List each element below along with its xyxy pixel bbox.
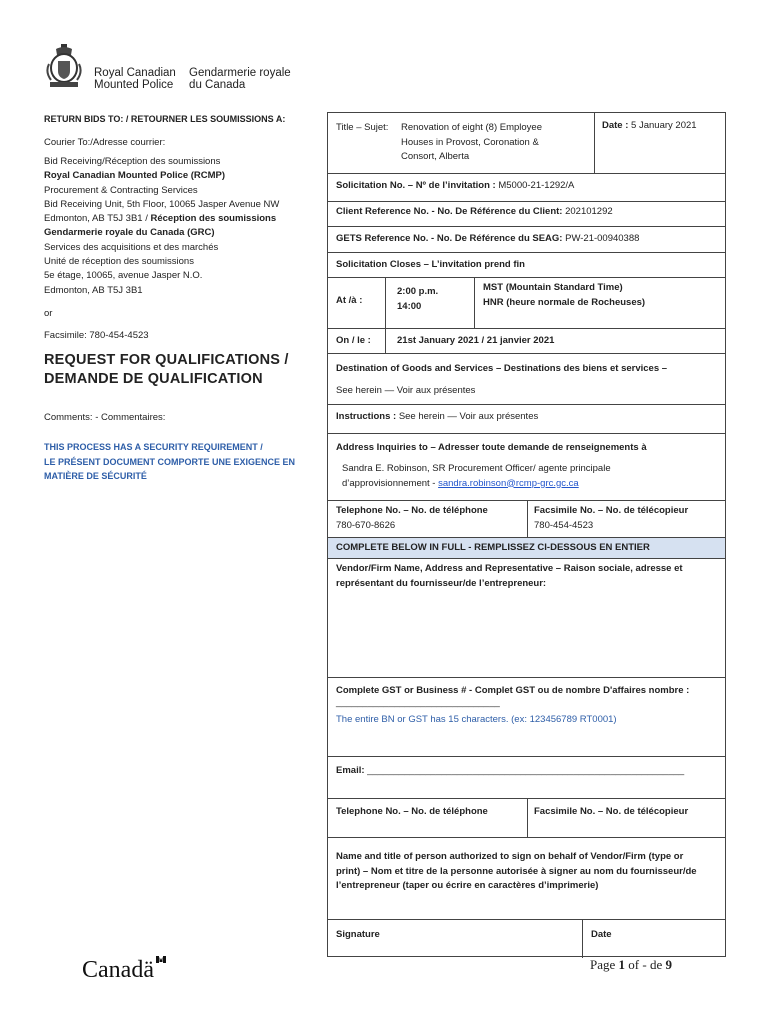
solicitation-form	[327, 112, 726, 957]
canada-wordmark-icon	[82, 955, 168, 983]
gst-label: Complete GST or Business # - Complet GST ou de nombre D'affaires nombre :	[336, 685, 690, 696]
organization-name: Royal Canadian Mounted Police Gendarmerie royale du Canada	[94, 67, 291, 91]
or-label: or	[44, 308, 53, 319]
date-label: Date	[591, 929, 612, 940]
closing-date: 21st January 2021 / 21 janvier 2021	[397, 335, 555, 346]
inquiries-contact: Sandra E. Robinson, SR Procurement Officer/ agente principale d’approvisionnement - sandra.robinson@rcmp-grc.gc.ca	[342, 463, 611, 489]
canada-wordmark-text: Canadä	[82, 957, 154, 983]
email-input-line[interactable]: ____________________________________________________________	[367, 765, 685, 776]
closing-time: 2:00 p.m. 14:00	[397, 286, 439, 312]
vendor-facsimile-label: Facsimile No. – No. de télécopieur	[534, 806, 689, 817]
title-value: Renovation of eight (8) Employee Houses in Provost, Coronation & Consort, Alberta	[401, 122, 542, 162]
address-line: Procurement & Contracting Services	[44, 184, 198, 196]
complete-banner: COMPLETE BELOW IN FULL - REMPLISSEZ CI-DESSOUS EN ENTIER	[336, 542, 650, 553]
telephone-field: Telephone No. – No. de téléphone 780-670-8626	[336, 505, 488, 531]
address-line: Gendarmerie royale du Canada (GRC)	[44, 227, 215, 239]
contact-email-link[interactable]: sandra.robinson@rcmp-grc.gc.ca	[438, 477, 579, 489]
address-line: Unité de réception des soumissions	[44, 256, 194, 268]
address-line: Edmonton, AB T5J 3B1	[44, 284, 143, 296]
gst-input-line[interactable]: _______________________________	[336, 697, 500, 708]
address-line: Services des acquisitions et des marchés	[44, 241, 219, 253]
address-line: Royal Canadian Mounted Police (RCMP)	[44, 170, 226, 182]
flag-symbol-icon	[156, 956, 166, 963]
date-field: Date : 5 January 2021	[602, 120, 697, 131]
on-label: On / le :	[336, 335, 371, 346]
solicitation-closes-label: Solicitation Closes – L’invitation prend fin	[336, 259, 525, 270]
vendor-label: Vendor/Firm Name, Address and Representative – Raison sociale, adresse et représentant du fournisseur/de l’entrepreneur:	[336, 563, 683, 589]
vendor-input-area[interactable]	[336, 595, 716, 671]
address-line: Bid Receiving Unit, 5th Floor, 10065 Jasper Avenue NW	[44, 198, 280, 210]
address-line: Edmonton, AB T5J 3B1 / Réception des soumissions	[44, 213, 277, 225]
inquiries-label: Address Inquiries to – Adresser toute demande de renseignements à	[336, 442, 647, 453]
facsimile-field: Facsimile No. – No. de télécopieur 780-454-4523	[534, 505, 689, 531]
return-bids-heading: RETURN BIDS TO: / RETOURNER LES SOUMISSIONS A:	[44, 114, 286, 124]
comments-label: Comments: - Commentaires:	[44, 412, 166, 423]
page-number: Page 1 of - de 9	[590, 957, 672, 972]
instructions: Instructions : See herein — Voir aux présentes	[336, 411, 539, 422]
vendor-telephone-label: Telephone No. – No. de téléphone	[336, 806, 488, 817]
security-requirement-notice: THIS PROCESS HAS A SECURITY REQUIREMENT / LE PRÉSENT DOCUMENT COMPORTE UNE EXIGENCE EN MATIÈRE DE SÉCURITÉ	[44, 442, 296, 481]
at-label: At /à :	[336, 295, 363, 306]
gst-hint: The entire BN or GST has 15 characters. (ex: 123456789 RT0001)	[336, 714, 617, 725]
client-reference: Client Reference No. - No. De Référence du Client: 202101292	[336, 206, 613, 217]
rcmp-crest-icon	[44, 44, 84, 90]
document-title: REQUEST FOR QUALIFICATIONS / DEMANDE DE QUALIFICATION	[44, 352, 289, 387]
destination-label: Destination of Goods and Services – Destinations des biens et services –	[336, 363, 668, 374]
time-zone: MST (Mountain Standard Time) HNR (heure normale de Rocheuses)	[483, 282, 646, 308]
gets-reference: GETS Reference No. - No. De Référence du SEAG: PW-21-00940388	[336, 233, 640, 244]
signature-label: Signature	[336, 929, 380, 940]
address-line: 5e étage, 10065, avenue Jasper N.O.	[44, 270, 203, 282]
courier-label: Courier To:/Adresse courrier:	[44, 137, 166, 148]
destination-value: See herein — Voir aux présentes	[336, 385, 476, 396]
title-label: Title – Sujet:	[336, 122, 389, 133]
solicitation-number: Solicitation No. – Nº de l’invitation : M5000-21-1292/A	[336, 180, 575, 191]
authorized-person-label: Name and title of person authorized to sign on behalf of Vendor/Firm (type or print) – Nom et titre de la personne autorisée à signer au nom du fournisseur/de l’entrepreneur (taper ou écrire en caractères d’imprimerie)	[336, 851, 697, 891]
bid-receiving-address	[44, 155, 314, 298]
facsimile-number: Facsimile: 780-454-4523	[44, 330, 149, 341]
email-field: Email: ____________________________________________________________	[336, 765, 685, 776]
address-line: Bid Receiving/Réception des soumissions	[44, 156, 221, 167]
